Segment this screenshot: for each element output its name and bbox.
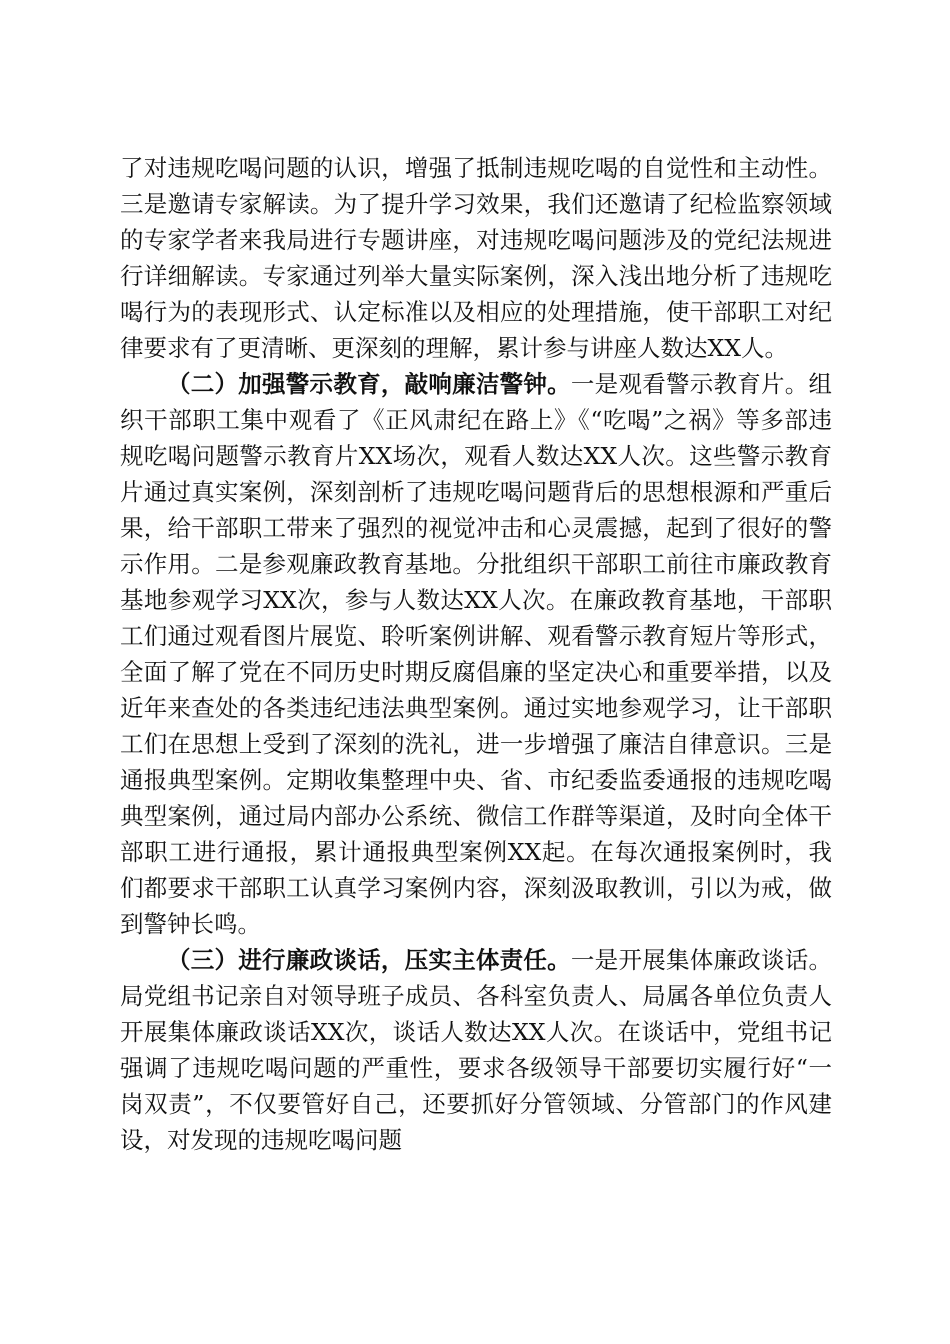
paragraph-1 [120,150,832,366]
paragraph-1-text: 了对违规吃喝问题的认识，增强了抵制违规吃喝的自觉性和主动性。三是邀请专家解读。为了提升学习效果，我们还邀请了纪检监察领域的专家学者来我局进行专题讲座，对违规吃喝问题涉及的党纪法规进行详细解读。专家通过列举大量实际案例，深入浅出地分析了违规吃喝行为的表现形式、认定标准以及相应的处理措施，使干部职工对纪律要求有了更清晰、更深刻的理解，累计参与讲座人数达XX人。 [120,154,832,362]
paragraph-2 [120,366,832,942]
paragraph-3-text: 一是开展集体廉政谈话。局党组书记亲自对领导班子成员、各科室负责人、局属各单位负责人开展集体廉政谈话XX次，谈话人数达XX人次。在谈话中，党组书记强调了违规吃喝问题的严重性，要求各级领导干部要切实履行好“一岗双责”，不仅要管好自己，还要抓好分管领域、分管部门的作风建设，对发现的违规吃喝问题 [120,946,833,1154]
document-body [120,150,832,1158]
section-heading-3: （三）进行廉政谈话，压实主体责任。 [167,946,571,974]
paragraph-2-text: 一是观看警示教育片。组织干部职工集中观看了《正风肃纪在路上》《“吃喝”之祸》等多部违规吃喝问题警示教育片XX场次，观看人数达XX人次。这些警示教育片通过真实案例，深刻剖析了违规吃喝问题背后的思想根源和严重后果，给干部职工带来了强烈的视觉冲击和心灵震撼，起到了很好的警示作用。二是参观廉政教育基地。分批组织干部职工前往市廉政教育基地参观学习XX次，参与人数达XX人次。在廉政教育基地，干部职工们通过观看图片展览、聆听案例讲解、观看警示教育短片等形式，全面了解了党在不同历史时期反腐倡廉的坚定决心和重要举措，以及近年来查处的各类违纪违法典型案例。通过实地参观学习，让干部职工们在思想上受到了深刻的洗礼，进一步增强了廉洁自律意识。三是通报典型案例。定期收集整理中央、省、市纪委监委通报的违规吃喝典型案例，通过局内部办公系统、微信工作群等渠道，及时向全体干部职工进行通报，累计通报典型案例XX起。在每次通报案例时，我们都要求干部职工认真学习案例内容，深刻汲取教训，引以为戒，做到警钟长鸣。 [120,370,833,938]
paragraph-3 [120,942,832,1158]
section-heading-2: （二）加强警示教育，敲响廉洁警钟。 [167,370,571,398]
